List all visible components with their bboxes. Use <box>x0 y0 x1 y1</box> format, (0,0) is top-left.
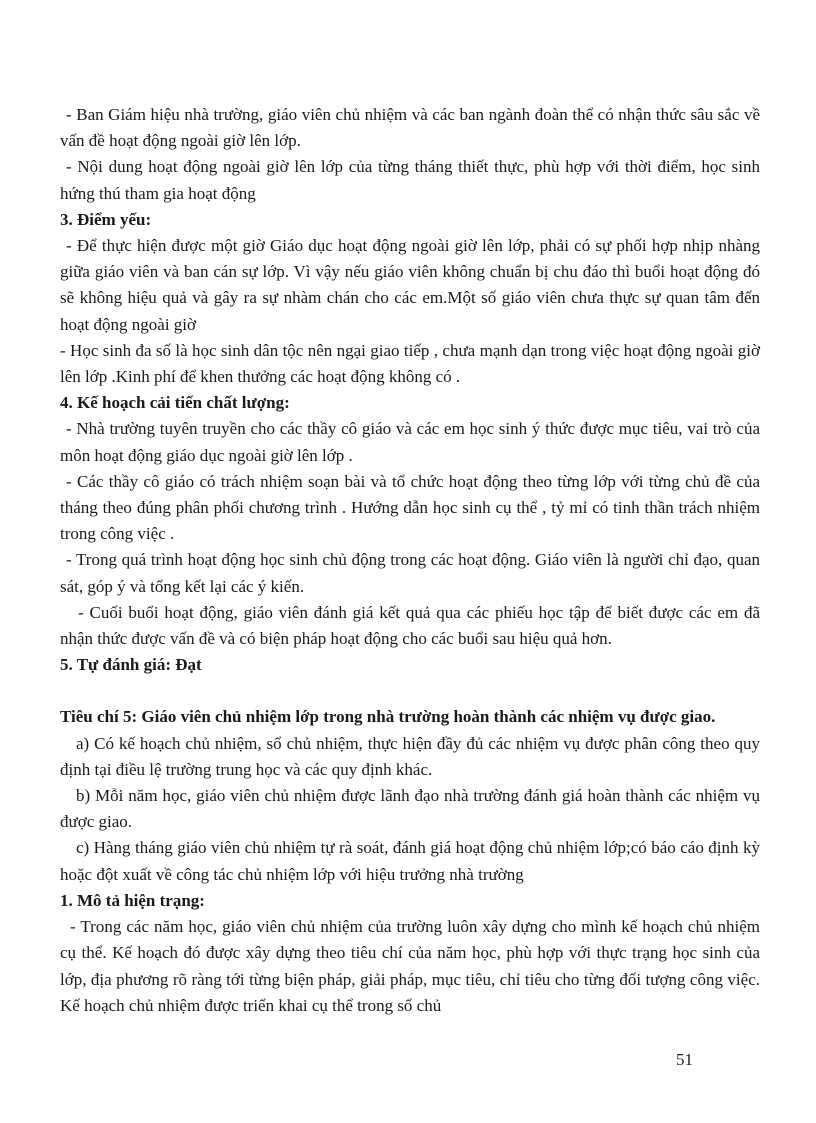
self-assessment-label: 5. Tự đánh giá: <box>60 655 171 675</box>
paragraph-plan-process: - Trong quá trình hoạt động học sinh chủ động trong các hoạt động. Giáo viên là người chỉ đạo, quan sát, góp ý và tổng kết lại các ý kiến. <box>60 550 760 596</box>
criterion-item-b: b) Mỗi năm học, giáo viên chủ nhiệm được lãnh đạo nhà trường đánh giá hoàn thành các nhiệm vụ được giao. <box>60 786 760 832</box>
page-number: 51 <box>676 1050 693 1069</box>
heading-self-assessment <box>60 652 760 678</box>
self-assessment-value: Đạt <box>175 655 202 675</box>
paragraph-monthly-content: - Nội dung hoạt động ngoài giờ lên lớp của từng tháng thiết thực, phù hợp với thời điểm, học sinh hứng thú tham gia hoạt động <box>60 157 760 203</box>
heading-improvement-plan: 4. Kế hoạch cải tiến chất lượng: <box>60 393 290 413</box>
criterion-item-c: c) Hàng tháng giáo viên chủ nhiệm tự rà soát, đánh giá hoạt động chủ nhiệm lớp;có báo cáo định kỳ hoặc đột xuất về công tác chủ nhiệm lớp với hiệu trưởng nhà trường <box>60 838 760 884</box>
paragraph-plan-evaluation: - Cuối buổi hoạt động, giáo viên đánh giá kết quả qua các phiếu học tập để biết được các em đã nhận thức được vấn đề và có biện pháp hoạt động cho các buổi sau hiệu quả hơn. <box>60 602 760 649</box>
criterion-title: Tiêu chí 5: Giáo viên chủ nhiệm lớp trong nhà trường hoàn thành các nhiệm vụ được giao. <box>60 707 716 727</box>
paragraph-plan-teachers: - Các thầy cô giáo có trách nhiệm soạn bài và tổ chức hoạt động theo từng lớp với từng chủ đề của tháng theo đúng phân phối chương trình . Hướng dẫn học sinh cụ thể , tỷ mỉ có tinh thần trách nhiệm trong công việc . <box>60 471 760 544</box>
heading-current-status: 1. Mô tả hiện trạng: <box>60 890 205 910</box>
document-page <box>60 102 760 1019</box>
paragraph-current-status: - Trong các năm học, giáo viên chủ nhiệm của trường luôn xây dựng cho mình kế hoạch chủ nhiệm cụ thể. Kế hoạch đó được xây dựng theo tiêu chí của năm học, phù hợp với thực trạng học sinh của lớp, địa phương rõ ràng tới từng biện pháp, giải pháp, mục tiêu, chỉ tiêu cho từng đối tượng công việc. Kế hoạch chủ nhiệm được triển khai cụ thể trong sổ chủ <box>60 917 760 1015</box>
paragraph-weakness-coordination: - Để thực hiện được một giờ Giáo dục hoạt động ngoài giờ lên lớp, phải có sự phối hợp nhịp nhàng giữa giáo viên và ban cán sự lớp. Vì vậy nếu giáo viên không chuẩn bị chu đáo thì buổi hoạt động đó sẽ không hiệu quả và gây ra sự nhàm chán cho các em.Một số giáo viên chưa thực sự quan tâm đến hoạt động ngoài giờ <box>60 236 760 334</box>
criterion-item-a: a) Có kế hoạch chủ nhiệm, sổ chủ nhiệm, thực hiện đầy đủ các nhiệm vụ được phân công theo quy định tại điều lệ trường trung học và các quy định khác. <box>60 733 760 779</box>
paragraph-weakness-students: - Học sinh đa số là học sinh dân tộc nên ngại giao tiếp , chưa mạnh dạn trong việc hoạt động ngoài giờ lên lớp .Kinh phí để khen thưởng các hoạt động không có . <box>60 340 760 387</box>
paragraph-leadership-awareness: - Ban Giám hiệu nhà trường, giáo viên chủ nhiệm và các ban ngành đoàn thể có nhận thức sâu sắc về vấn đề hoạt động ngoài giờ lên lớp. <box>60 105 760 151</box>
section-spacer <box>60 678 760 704</box>
paragraph-plan-propaganda: - Nhà trường tuyên truyền cho các thầy cô giáo và các em học sinh ý thức được mục tiêu, vai trò của môn hoạt động giáo dục ngoài giờ lên lớp . <box>60 419 760 465</box>
heading-weaknesses: 3. Điểm yếu: <box>60 209 152 229</box>
